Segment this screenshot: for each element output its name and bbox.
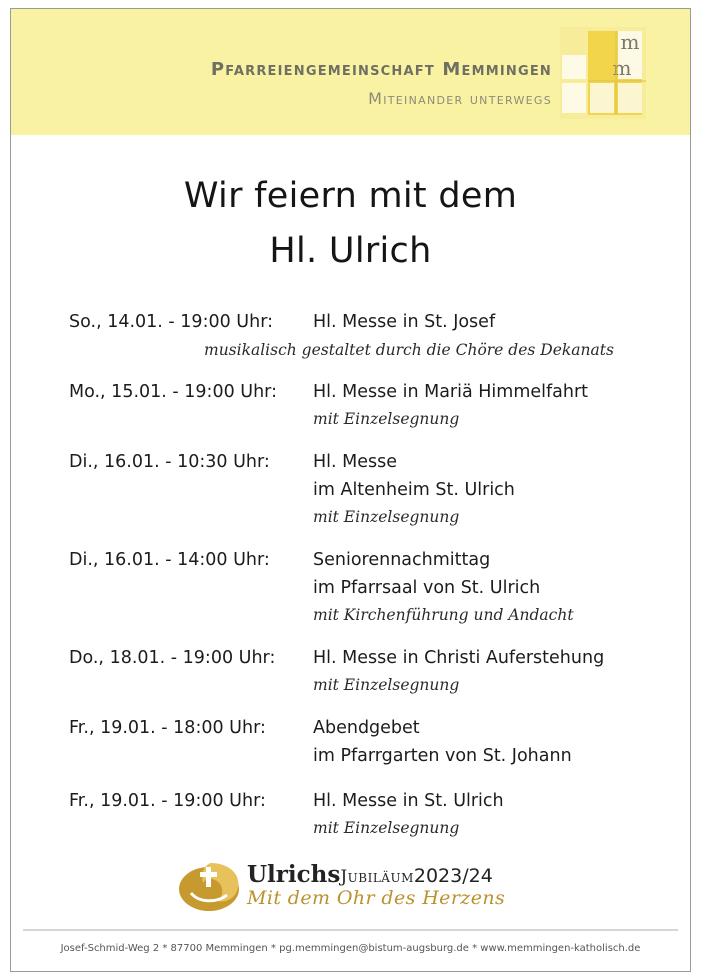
header-band bbox=[11, 9, 690, 135]
event-date: So., 14.01. - 19:00 Uhr: bbox=[69, 312, 273, 332]
parish-motto: Miteinander unterwegs bbox=[368, 89, 552, 108]
ulrich-jubilee-icon bbox=[177, 857, 251, 913]
jubilee-year: 2023/24 bbox=[413, 865, 493, 887]
event-title: Hl. Messe in St. Josef bbox=[313, 312, 496, 332]
event-date: Fr., 19.01. - 18:00 Uhr: bbox=[69, 718, 266, 738]
footer-contact: Josef-Schmid-Weg 2 * 87700 Memmingen * pg.memmingen@bistum-augsburg.de * www.memmingen-katholisch.de bbox=[60, 943, 641, 954]
jubilee-brand-small: Jubiläum bbox=[340, 867, 414, 887]
svg-text:m: m bbox=[612, 56, 632, 80]
event-title: Abendgebet bbox=[313, 718, 420, 738]
event-location: im Pfarrsaal von St. Ulrich bbox=[313, 578, 541, 598]
jubilee-brand bbox=[247, 861, 493, 888]
event-note: mit Kirchenführung und Andacht bbox=[313, 606, 574, 624]
event-title: Hl. Messe in St. Ulrich bbox=[313, 791, 504, 811]
event-note: musikalisch gestaltet durch die Chöre des Dekanats bbox=[204, 341, 614, 359]
event-location: im Altenheim St. Ulrich bbox=[313, 480, 515, 500]
event-location: im Pfarrgarten von St. Johann bbox=[313, 746, 572, 766]
event-date: Di., 16.01. - 14:00 Uhr: bbox=[69, 550, 270, 570]
parish-logo bbox=[560, 27, 646, 119]
event-note: mit Einzelsegnung bbox=[313, 508, 460, 526]
event-title: Hl. Messe bbox=[313, 452, 398, 472]
jubilee-brand-big: Ulrichs bbox=[247, 861, 341, 888]
parish-name: Pfarreiengemeinschaft Memmingen bbox=[210, 59, 552, 80]
footer-divider bbox=[23, 929, 678, 931]
svg-text:m: m bbox=[620, 30, 640, 54]
page-title-line-1: Wir feiern mit dem bbox=[183, 176, 518, 216]
event-date: Di., 16.01. - 10:30 Uhr: bbox=[69, 452, 270, 472]
event-note: mit Einzelsegnung bbox=[313, 410, 460, 428]
event-note: mit Einzelsegnung bbox=[313, 676, 460, 694]
event-note: mit Einzelsegnung bbox=[313, 819, 460, 837]
jubilee-tagline: Mit dem Ohr des Herzens bbox=[247, 887, 506, 909]
flyer-page bbox=[10, 8, 691, 972]
page-title-line-2: Hl. Ulrich bbox=[269, 231, 432, 271]
event-date: Fr., 19.01. - 19:00 Uhr: bbox=[69, 791, 266, 811]
event-title: Seniorennachmittag bbox=[313, 550, 491, 570]
event-title: Hl. Messe in Christi Auferstehung bbox=[313, 648, 605, 668]
event-date: Do., 18.01. - 19:00 Uhr: bbox=[69, 648, 276, 668]
event-date: Mo., 15.01. - 19:00 Uhr: bbox=[69, 382, 277, 402]
event-title: Hl. Messe in Mariä Himmelfahrt bbox=[313, 382, 589, 402]
